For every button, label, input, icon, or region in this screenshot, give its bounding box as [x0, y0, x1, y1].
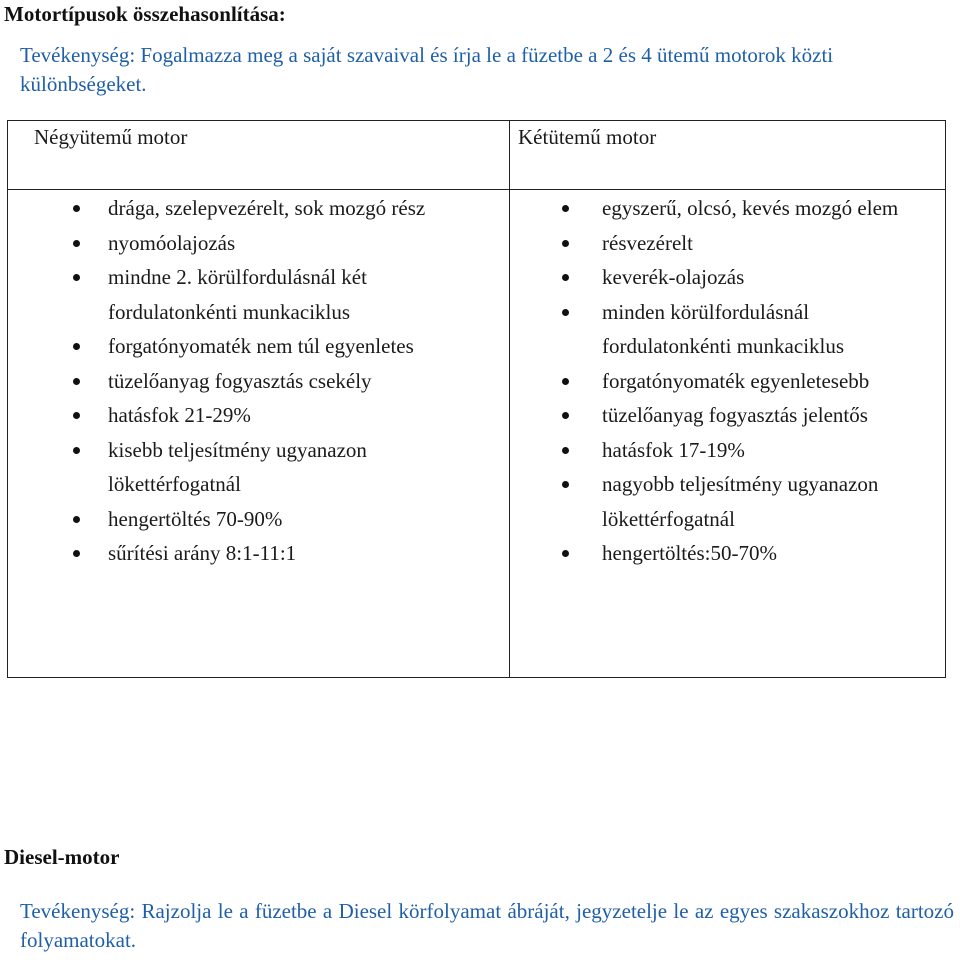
two-stroke-list: [510, 190, 945, 571]
list-item: [510, 260, 945, 295]
list-item: [8, 502, 509, 537]
bullet-icon: [562, 378, 569, 385]
list-item: [8, 226, 509, 261]
bullet-icon: [73, 274, 80, 281]
list-item-text: keverék-olajozás: [602, 265, 745, 289]
bullet-icon: [73, 412, 80, 419]
list-item: [510, 536, 945, 571]
bullet-icon: [562, 481, 569, 488]
list-item-text: hatásfok 17-19%: [602, 437, 745, 462]
list-item: [8, 191, 509, 226]
list-item-text: résvezérelt: [602, 230, 693, 255]
two-stroke-cell: [510, 190, 946, 678]
list-item-text: hengertöltés 70-90%: [108, 506, 283, 531]
bullet-icon: [562, 447, 569, 454]
bullet-icon: [562, 274, 569, 281]
activity-instruction-diesel: Tevékenység: Rajzolja le a füzetbe a Diesel körfolyamat ábráját, jegyzetelje le az egyes szakaszokhoz tartozó folyamatokat.: [20, 899, 954, 952]
list-item: [8, 536, 509, 571]
section-heading-engine-types: Motortípusok összehasonlítása:: [4, 2, 286, 26]
list-item-text: tüzelőanyag fogyasztás jelentős: [602, 403, 868, 427]
list-item-text: drága, szelepvezérelt, sok mozgó rész: [108, 196, 426, 220]
bullet-icon: [73, 516, 80, 523]
bullet-icon: [73, 447, 80, 454]
bullet-icon: [73, 343, 80, 350]
list-item-text: sűrítési arány 8:1-11:1: [108, 541, 297, 565]
list-item-text: kisebb teljesítmény ugyanazon lökettérfogatnál: [108, 437, 367, 496]
bullet-icon: [562, 205, 569, 212]
bullet-icon: [73, 205, 80, 212]
bullet-icon: [73, 378, 80, 385]
bullet-icon: [562, 309, 569, 316]
four-stroke-cell: [8, 190, 510, 678]
list-item: [8, 260, 509, 329]
list-item: [8, 398, 509, 433]
bullet-icon: [73, 240, 80, 247]
list-item: [510, 398, 945, 433]
list-item: [510, 364, 945, 399]
list-item: [8, 433, 509, 502]
bullet-icon: [562, 240, 569, 247]
list-item: [8, 329, 509, 364]
bullet-icon: [562, 412, 569, 419]
list-item: [510, 433, 945, 468]
engine-comparison-table: [7, 120, 946, 678]
activity-instruction-compare: Tevékenység: Fogalmazza meg a saját szavaival és írja le a füzetbe a 2 és 4 ütemű motorok közti különbségeket.: [20, 43, 834, 96]
list-item-text: minden körülfordulásnál fordulatonkénti munkaciklus: [602, 299, 845, 358]
list-item: [510, 295, 945, 364]
list-item-text: tüzelőanyag fogyasztás csekély: [108, 368, 372, 393]
list-item-text: hengertöltés:50-70%: [602, 541, 777, 565]
list-item-text: nagyobb teljesítmény ugyanazon lökettérfogatnál: [602, 472, 879, 531]
list-item-text: hatásfok 21-29%: [108, 403, 251, 427]
list-item: [8, 364, 509, 399]
bullet-icon: [73, 550, 80, 557]
list-item-text: forgatónyomaték egyenletesebb: [602, 368, 870, 393]
list-item: [510, 467, 945, 536]
header-two-stroke: Kétütemű motor: [510, 121, 946, 190]
list-item-text: egyszerű, olcsó, kevés mozgó elem: [602, 196, 899, 220]
list-item-text: mindne 2. körülfordulásnál két fordulatonkénti munkaciklus: [108, 265, 367, 324]
list-item: [510, 191, 945, 226]
section-heading-diesel: Diesel-motor: [4, 845, 120, 869]
bullet-icon: [562, 550, 569, 557]
list-item-text: nyomóolajozás: [108, 230, 236, 255]
list-item: [510, 226, 945, 261]
four-stroke-list: [8, 190, 509, 571]
list-item-text: forgatónyomaték nem túl egyenletes: [108, 334, 414, 358]
header-four-stroke: Négyütemű motor: [8, 121, 510, 190]
